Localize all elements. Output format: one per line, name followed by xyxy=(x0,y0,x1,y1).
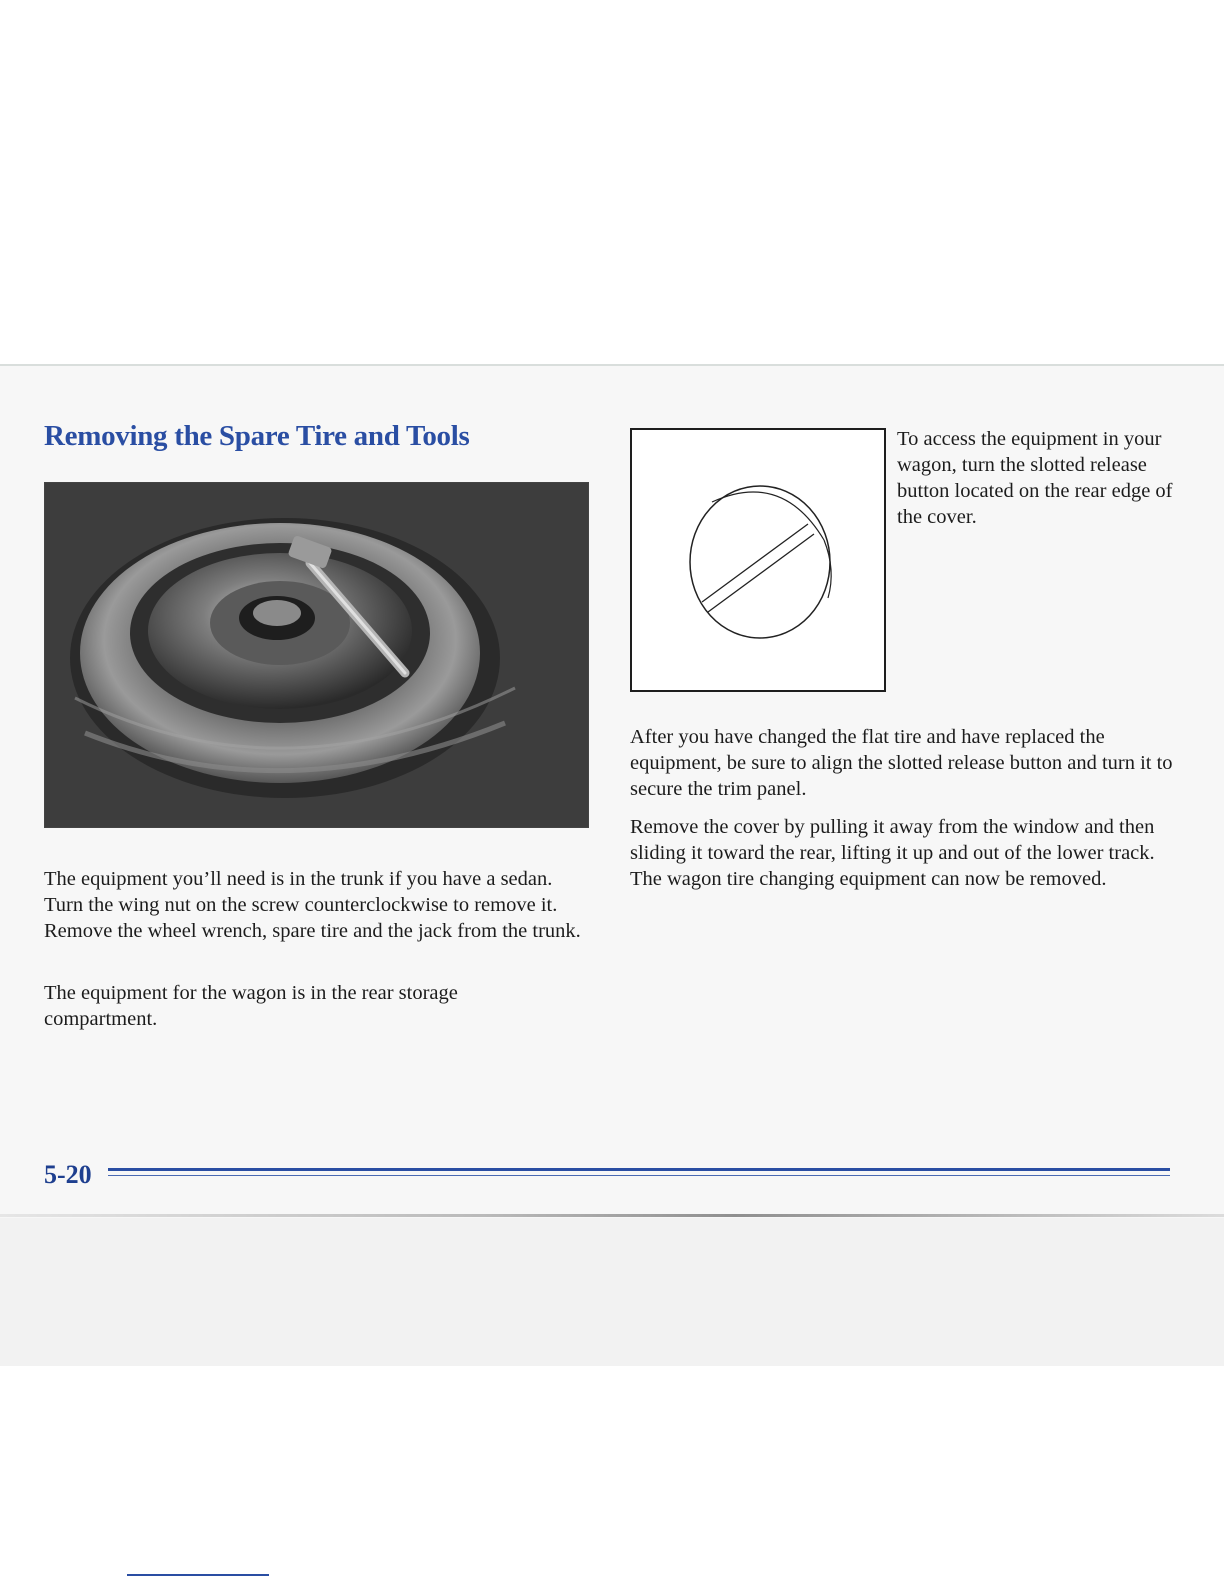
page-number: 5-20 xyxy=(44,1160,92,1189)
sedan-equipment-paragraph: The equipment you’ll need is in the trunk if you have a sedan. Turn the wing nut on the screw counterclockwise to remove it. Remove the wheel wrench, spare tire and the jack from the trunk. xyxy=(44,868,581,942)
replace-equipment-paragraph: After you have changed the flat tire and have replaced the equipment, be sure to align the slotted release button and turn it to secure the trim panel. xyxy=(630,726,1173,800)
release-button-circle xyxy=(690,486,830,638)
wagon-equipment-paragraph: The equipment for the wagon is in the rear storage compartment. xyxy=(44,982,458,1030)
footer-rule xyxy=(108,1168,1170,1178)
spare-tire-photo xyxy=(44,482,589,828)
spare-tire-image xyxy=(45,483,588,827)
remove-cover-paragraph: Remove the cover by pulling it away from the window and then sliding it toward the rear, lifting it up and out of the lower track. The wagon tire changing equipment can now be removed. xyxy=(630,816,1155,890)
diagram-caption: To access the equipment in your wagon, turn the slotted release button located on the rear edge of the cover. xyxy=(897,428,1173,528)
page-bottom-border xyxy=(0,1214,1224,1217)
bottom-underline xyxy=(127,1574,269,1576)
slotted-release-button-illustration xyxy=(632,430,884,690)
page-bottom-shade xyxy=(0,1218,1224,1366)
section-title: Removing the Spare Tire and Tools xyxy=(44,420,470,452)
release-button-diagram xyxy=(630,428,886,692)
